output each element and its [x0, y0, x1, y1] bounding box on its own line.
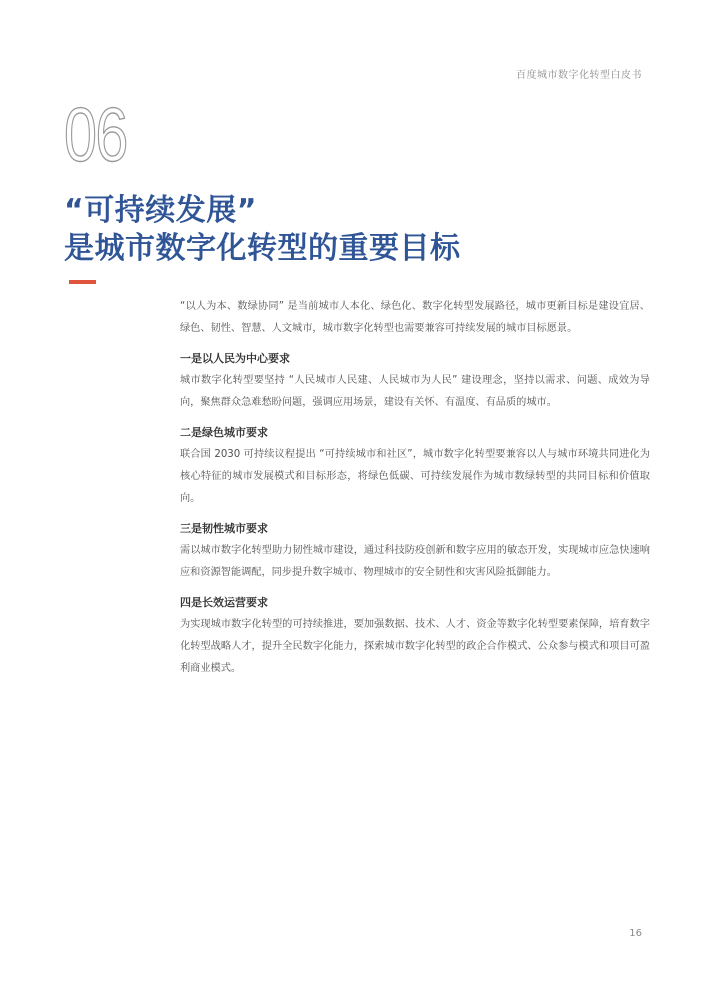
section-green-city: [180, 422, 650, 510]
body-content: [180, 296, 650, 680]
section-heading: 三是韧性城市要求: [180, 522, 268, 535]
page-number: 16: [629, 928, 642, 939]
intro-paragraph: “以人为本、数绿协同” 是当前城市人本化、绿色化、数字化转型发展路径，城市更新目标是建设宜居、绿色、韧性、智慧、人文城市，城市数字化转型也需要兼容可持续发展的城市目标愿景。: [180, 301, 650, 334]
section-heading: 二是绿色城市要求: [180, 426, 268, 439]
running-header: 百度城市数字化转型白皮书: [516, 70, 642, 81]
section-paragraph: 为实现城市数字化转型的可持续推进，要加强数据、技术、人才、资金等数字化转型要素保障，培育数字化转型战略人才，提升全民数字化能力，探索城市数字化转型的政企合作模式、公众参与模式和项目可盈利商业模式。: [180, 619, 650, 674]
chapter-number: 06: [64, 93, 127, 178]
section-heading: 一是以人民为中心要求: [180, 352, 290, 365]
section-paragraph: 城市数字化转型要坚持 “人民城市人民建、人民城市为人民” 建设理念，坚持以需求、问题、成效为导向，聚焦群众急难愁盼问题，强调应用场景，建设有关怀、有温度、有品质的城市。: [180, 375, 650, 408]
section-long-term-operation: [180, 592, 650, 680]
section-heading: 四是长效运营要求: [180, 596, 268, 609]
section-resilient-city: [180, 518, 650, 584]
chapter-title-line-2: 是城市数字化转型的重要目标: [64, 231, 461, 266]
chapter-title: [64, 192, 461, 268]
section-paragraph: 需以城市数字化转型助力韧性城市建设，通过科技防疫创新和数字应用的敏态开发，实现城市应急快速响应和资源智能调配，同步提升数字城市、物理城市的安全韧性和灾害风险抵御能力。: [180, 545, 650, 578]
section-people-centered: [180, 348, 650, 414]
section-paragraph: 联合国 2030 可持续议程提出 “可持续城市和社区”，城市数字化转型要兼容以人与城市环境共同进化为核心特征的城市发展模式和目标形态，将绿色低碳、可持续发展作为城市数绿转型的共同目标和价值取向。: [180, 449, 650, 504]
chapter-title-line-1: “可持续发展”: [64, 193, 257, 228]
accent-bar: [69, 280, 96, 284]
